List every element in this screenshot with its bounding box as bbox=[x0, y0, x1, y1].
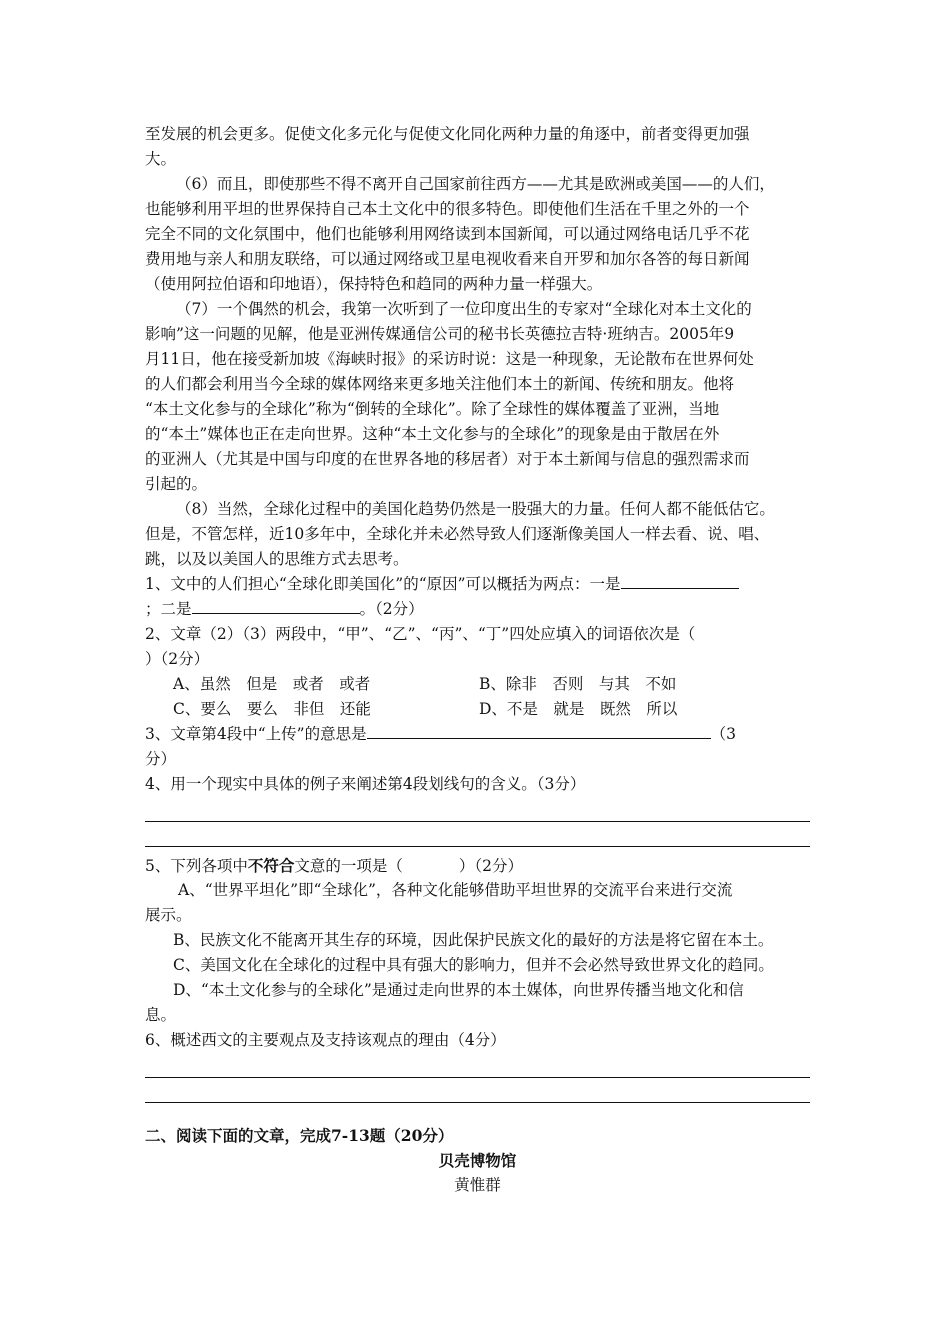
option-d[interactable]: D、不是 就是 既然 所以 bbox=[479, 700, 678, 718]
paragraph-7-line: 影响”这一问题的见解，他是亚洲传媒通信公司的秘书长英德拉吉特·班纳吉。2005年9 bbox=[145, 325, 735, 343]
paragraph-6-line: （6）而且，即使那些不得不离开自己国家前往西方——尤其是欧洲或美国——的人们， bbox=[176, 175, 775, 193]
paragraph-7-line: （7）一个偶然的机会，我第一次听到了一位印度出生的专家对“全球化对本土文化的 bbox=[176, 300, 752, 318]
paragraph-8-line: 但是，不管怎样，近10多年中，全球化并未必然导致人们逐渐像美国人一样去看、说、唱、 bbox=[145, 525, 770, 543]
question-1-score: 。（2分） bbox=[359, 600, 424, 618]
question-5-text-pre: 5、下列各项中 bbox=[145, 857, 248, 875]
question-2-options-row bbox=[145, 697, 810, 722]
question-5-option-d[interactable]: D、“本土文化参与的全球化”是通过走向世界的本土媒体，向世界传播当地文化和信 bbox=[173, 981, 744, 999]
paragraph-8-line: 跳，以及以美国人的思维方式去思考。 bbox=[145, 550, 409, 568]
question-3-score-end: 分） bbox=[145, 750, 177, 768]
paragraph-5-tail-line: 至发展的机会更多。促使文化多元化与促使文化同化两种力量的角逐中，前者变得更加强 bbox=[145, 125, 750, 143]
paragraph-6-line: （使用阿拉伯语和印地语），保持特色和趋同的两种力量一样强大。 bbox=[145, 275, 603, 293]
document-page bbox=[145, 122, 810, 1198]
question-1-second-label: ；二是 bbox=[145, 600, 192, 618]
section-2-heading: 二、阅读下面的文章，完成7-13题（20分） bbox=[145, 1126, 454, 1145]
paragraph-6-line: 费用地与亲人和朋友联络，可以通过网络或卫星电视收看来自开罗和加尔各答的每日新闻 bbox=[145, 250, 750, 268]
option-c[interactable]: C、要么 要么 非但 还能 bbox=[173, 700, 371, 718]
question-1-text: 1、文中的人们担心“全球化即美国化”的“原因”可以概括为两点：一是 bbox=[145, 575, 621, 593]
paragraph-8-line: （8）当然，全球化过程中的美国化趋势仍然是一股强大的力量。任何人都不能低估它。 bbox=[176, 500, 775, 518]
option-b[interactable]: B、除非 否则 与其 不如 bbox=[479, 675, 677, 693]
question-1-line-2 bbox=[145, 597, 810, 622]
article-author: 黄惟群 bbox=[454, 1176, 501, 1194]
question-5-emphasis: 不符合 bbox=[247, 856, 295, 875]
answer-line[interactable] bbox=[145, 797, 810, 822]
question-3-score-start: （3 bbox=[710, 725, 736, 743]
spacer bbox=[145, 1103, 810, 1123]
question-2-options-row bbox=[145, 672, 810, 697]
paragraph-6-line: 完全不同的文化氛围中，他们也能够利用网络读到本国新闻，可以通过网络电话几乎不花 bbox=[145, 225, 750, 243]
answer-blank-1a[interactable] bbox=[621, 572, 739, 589]
paragraph-6-line: 也能够利用平坦的世界保持自己本土文化中的很多特色。即使他们生活在千里之外的一个 bbox=[145, 200, 750, 218]
paragraph-7-line: 月11日，他在接受新加坡《海峡时报》的采访时说：这是一种现象，无论散布在世界何处 bbox=[145, 350, 754, 368]
question-3-text: 3、文章第4段中“上传”的意思是 bbox=[145, 725, 367, 743]
question-2-text: 2、文章（2）（3）两段中，“甲”、“乙”、“丙”、“丁”四处应填入的词语依次是（ bbox=[145, 625, 696, 643]
answer-line[interactable] bbox=[145, 1053, 810, 1078]
answer-blank-1b[interactable] bbox=[192, 597, 360, 614]
answer-line[interactable] bbox=[145, 822, 810, 847]
paragraph-7-line: 的亚洲人（尤其是中国与印度的在世界各地的移居者）对于本土新闻与信息的强烈需求而 bbox=[145, 450, 750, 468]
question-2-score: ）（2分） bbox=[145, 650, 210, 668]
answer-line[interactable] bbox=[145, 1078, 810, 1103]
question-5-option-c[interactable]: C、美国文化在全球化的过程中具有强大的影响力，但并不会必然导致世界文化的趋同。 bbox=[173, 956, 774, 974]
paragraph-5-tail-line: 大。 bbox=[145, 150, 177, 168]
paragraph-7-line: “本土文化参与的全球化”称为“倒转的全球化”。除了全球性的媒体覆盖了亚洲，当地 bbox=[145, 400, 720, 418]
paragraph-7-line: 的人们都会利用当今全球的媒体网络来更多地关注他们本土的新闻、传统和朋友。他将 bbox=[145, 375, 735, 393]
question-5-score: ）（2分） bbox=[458, 857, 524, 875]
question-1 bbox=[145, 572, 810, 597]
question-5-option-b[interactable]: B、民族文化不能离开其生存的环境，因此保护民族文化的最好的方法是将它留在本土。 bbox=[173, 931, 774, 949]
question-5-option-d-cont: 息。 bbox=[145, 1006, 177, 1024]
question-5-option-a[interactable]: A、“世界平坦化”即“全球化”，各种文化能够借助平坦世界的交流平台来进行交流 bbox=[178, 881, 733, 899]
paragraph-7-line: 的“本土”媒体也正在走向世界。这种“本土文化参与的全球化”的现象是由于散居在外 bbox=[145, 425, 720, 443]
article-title: 贝壳博物馆 bbox=[438, 1151, 517, 1170]
question-4-text: 4、用一个现实中具体的例子来阐述第4段划线句的含义。（3分） bbox=[145, 775, 586, 793]
answer-blank-3[interactable] bbox=[367, 722, 711, 739]
question-5 bbox=[145, 853, 810, 878]
paragraph-7-line: 引起的。 bbox=[145, 475, 208, 493]
question-3 bbox=[145, 722, 810, 747]
question-5-text-post: 文意的一项是（ bbox=[294, 857, 403, 875]
question-6-text: 6、概述西文的主要观点及支持该观点的理由（4分） bbox=[145, 1031, 506, 1049]
option-a[interactable]: A、虽然 但是 或者 或者 bbox=[173, 675, 371, 693]
question-5-option-a-cont: 展示。 bbox=[145, 906, 192, 924]
